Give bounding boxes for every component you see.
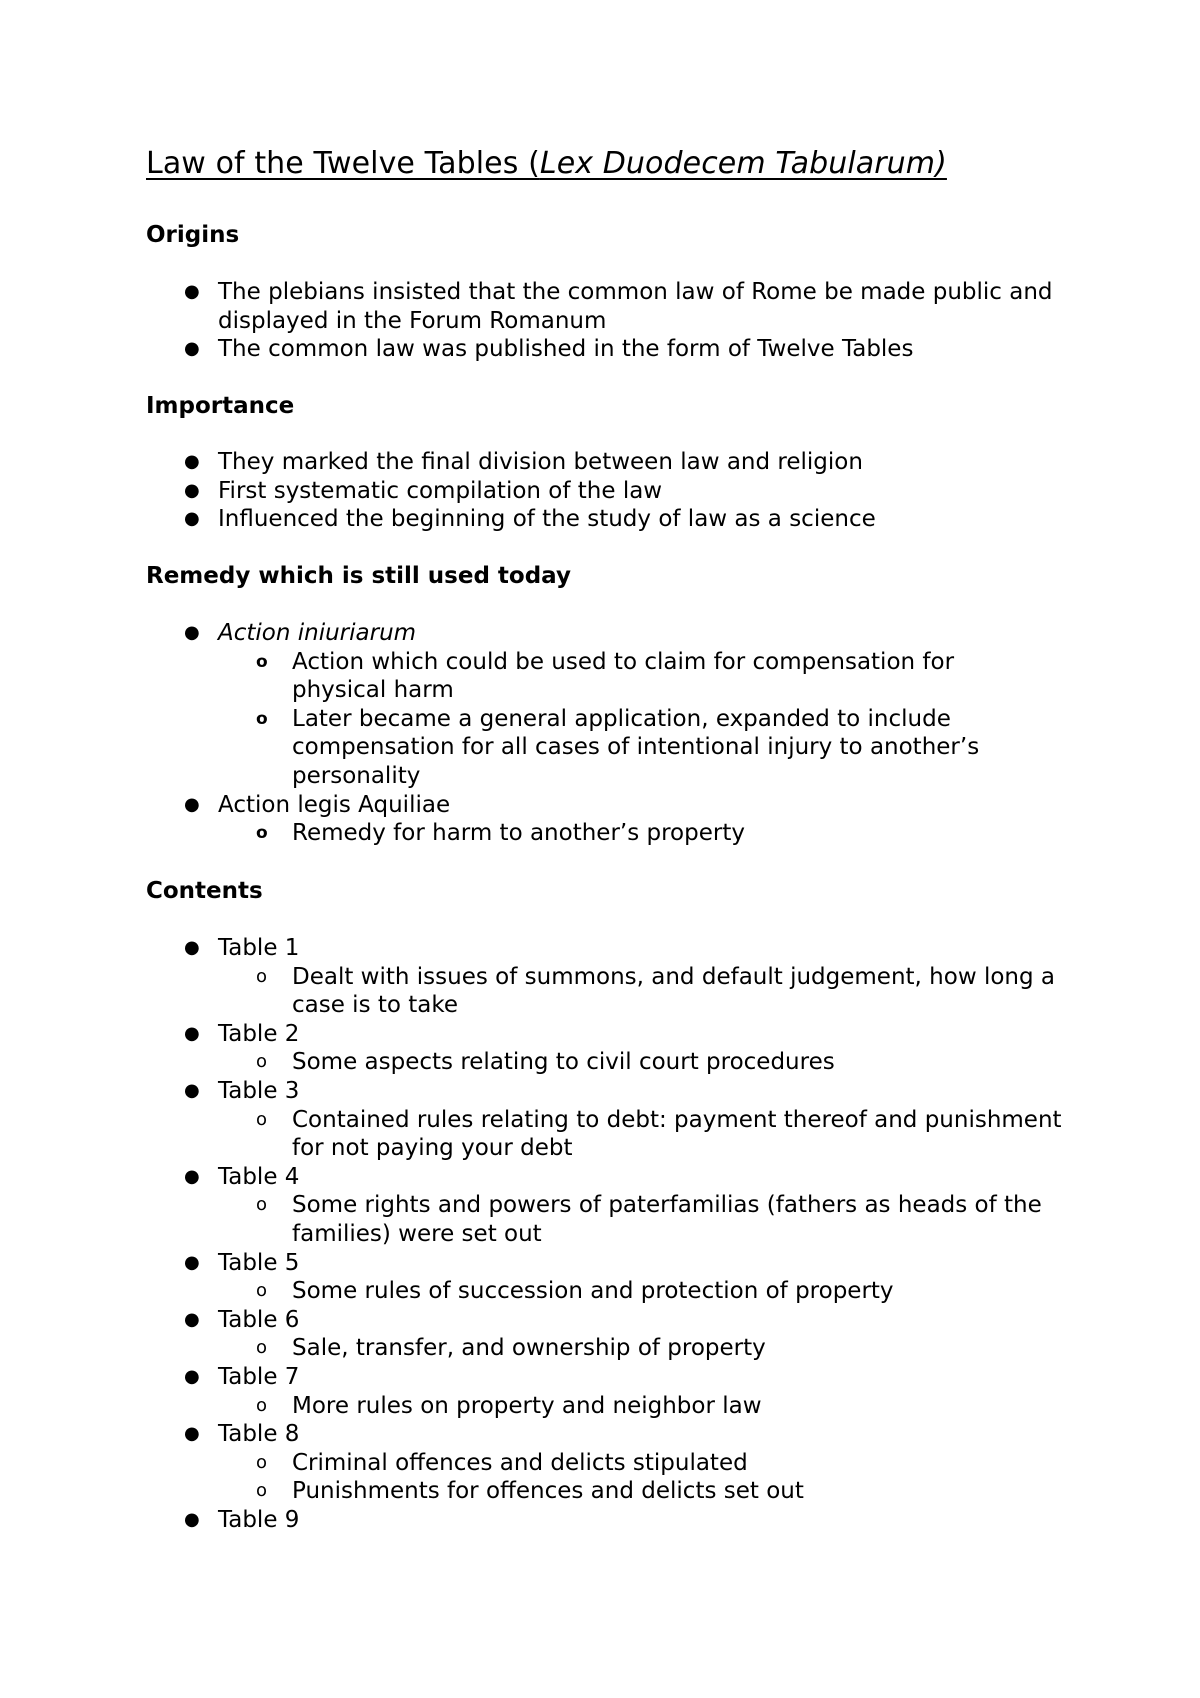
sublist (218, 1449, 1066, 1506)
sublist-item (146, 1477, 1066, 1506)
sublist (218, 963, 1066, 1020)
sublist-item-text: Remedy for harm to another’s property (292, 820, 745, 847)
circle-bullet-icon: o (256, 1194, 268, 1216)
list-item (146, 791, 1046, 848)
circle-bullet-icon: o (256, 1451, 268, 1473)
sublist (218, 648, 1046, 791)
sublist-item (146, 1449, 1066, 1478)
list-item-text: Table 9 (218, 1506, 300, 1533)
circle-bullet-icon: o (256, 1480, 268, 1502)
sublist-item (146, 648, 1046, 705)
list-item-text: Table 7 (218, 1363, 300, 1390)
sublist-item-text: Some aspects relating to civil court procedures (292, 1049, 835, 1076)
list-item (146, 448, 1066, 477)
sublist-item (146, 819, 1046, 848)
sublist-item-text: More rules on property and neighbor law (292, 1392, 762, 1419)
sublist-item-text: Action which could be used to claim for compensation for physical harm (292, 648, 955, 704)
bullet-icon: ● (184, 1251, 200, 1273)
sublist-item-text: Some rights and powers of paterfamilias (fathers as heads of the families) were set out (292, 1192, 1042, 1247)
list-origins (146, 278, 1066, 364)
sublist-item (146, 963, 1066, 1020)
bullet-icon: ● (184, 793, 200, 815)
list-item-text: Table 8 (218, 1421, 300, 1448)
sublist (218, 1392, 1066, 1421)
section-heading-origins: Origins (146, 222, 240, 248)
circle-bullet-icon: o (256, 708, 268, 729)
bullet-icon: ● (184, 281, 200, 302)
bullet-icon: ● (184, 1022, 200, 1044)
sublist-item (146, 1277, 1066, 1306)
bullet-icon: ● (184, 479, 200, 501)
sublist-item (146, 1191, 1066, 1248)
bullet-icon: ● (184, 1308, 200, 1330)
sublist (218, 1106, 1066, 1163)
list-item-text: Table 6 (218, 1306, 300, 1333)
circle-bullet-icon: o (256, 1394, 268, 1416)
title-latin-text: Lex Duodecem Tabularum) (539, 146, 947, 181)
list-item-text: The plebians insisted that the common law of Rome be made public and displayed in the Forum Romanum (218, 279, 1053, 334)
bullet-icon: ● (184, 451, 200, 472)
sublist-item-text: Sale, transfer, and ownership of property (292, 1335, 766, 1362)
section-heading-remedy: Remedy which is still used today (146, 563, 571, 589)
circle-bullet-icon: o (256, 823, 268, 844)
circle-bullet-icon: o (256, 965, 268, 987)
circle-bullet-icon: o (256, 1337, 268, 1359)
document-title (146, 146, 947, 181)
bullet-icon: ● (184, 338, 200, 360)
list-item (146, 619, 1046, 791)
list-importance (146, 448, 1066, 534)
sublist-item-text: Punishments for offences and delicts set out (292, 1478, 804, 1505)
bullet-icon: ● (184, 508, 200, 530)
circle-bullet-icon: o (256, 1108, 268, 1130)
bullet-icon: ● (184, 937, 200, 958)
list-item-text: Table 3 (218, 1077, 300, 1104)
circle-bullet-icon: o (256, 1051, 268, 1073)
list-item-text: Action iniuriarum (218, 620, 417, 646)
sublist-item-text: Contained rules relating to debt: payment thereof and punishment for not paying your debt (292, 1106, 1062, 1162)
list-item (146, 934, 1066, 1020)
list-item (146, 1249, 1066, 1306)
list-item (146, 1506, 1066, 1535)
list-item (146, 1420, 1066, 1506)
section-heading-contents: Contents (146, 878, 263, 904)
list-item-text: Influenced the beginning of the study of law as a science (218, 506, 876, 533)
bullet-icon: ● (184, 1508, 200, 1530)
circle-bullet-icon: o (256, 1280, 268, 1302)
list-item (146, 505, 1066, 534)
sublist (218, 819, 1046, 848)
list-item-text: Table 5 (218, 1249, 300, 1276)
list-item (146, 477, 1066, 506)
bullet-icon: ● (184, 1079, 200, 1101)
list-item-text: Table 4 (218, 1163, 300, 1190)
list-item-text: The common law was published in the form of Twelve Tables (218, 336, 914, 363)
circle-bullet-icon: o (256, 651, 268, 672)
title-main-text: Law of the Twelve Tables ( (146, 146, 540, 181)
sublist-item (146, 1106, 1066, 1163)
section-heading-importance: Importance (146, 393, 295, 419)
bullet-icon: ● (184, 622, 200, 643)
list-item (146, 1077, 1066, 1163)
list-item-text: Table 1 (218, 935, 300, 961)
sublist-item-text: Criminal offences and delicts stipulated (292, 1449, 748, 1476)
list-item (146, 1363, 1066, 1420)
bullet-icon: ● (184, 1423, 200, 1445)
sublist (218, 1334, 1066, 1363)
list-item-text: Table 2 (218, 1020, 300, 1047)
sublist-item-text: Dealt with issues of summons, and default judgement, how long a case is to take (292, 963, 1055, 1019)
list-item (146, 335, 1066, 364)
sublist-item (146, 705, 1046, 791)
sublist-item (146, 1334, 1066, 1363)
list-item-text: First systematic compilation of the law (218, 477, 663, 504)
list-item (146, 1163, 1066, 1249)
sublist-item-text: Some rules of succession and protection of property (292, 1278, 894, 1305)
list-item-text: They marked the final division between law and religion (218, 449, 863, 475)
list-contents (146, 934, 1066, 1534)
sublist-item (146, 1048, 1066, 1077)
bullet-icon: ● (184, 1365, 200, 1387)
sublist (218, 1191, 1066, 1248)
sublist (218, 1048, 1066, 1077)
list-item (146, 1020, 1066, 1077)
bullet-icon: ● (184, 1165, 200, 1187)
sublist-item (146, 1392, 1066, 1421)
list-item-text: Action legis Aquiliae (218, 791, 451, 818)
sublist (218, 1277, 1066, 1306)
list-remedy (146, 619, 1046, 848)
sublist-item-text: Later became a general application, expanded to include compensation for all cases of intentional injury to another’s personality (292, 705, 980, 789)
list-item (146, 1306, 1066, 1363)
list-item (146, 278, 1066, 335)
